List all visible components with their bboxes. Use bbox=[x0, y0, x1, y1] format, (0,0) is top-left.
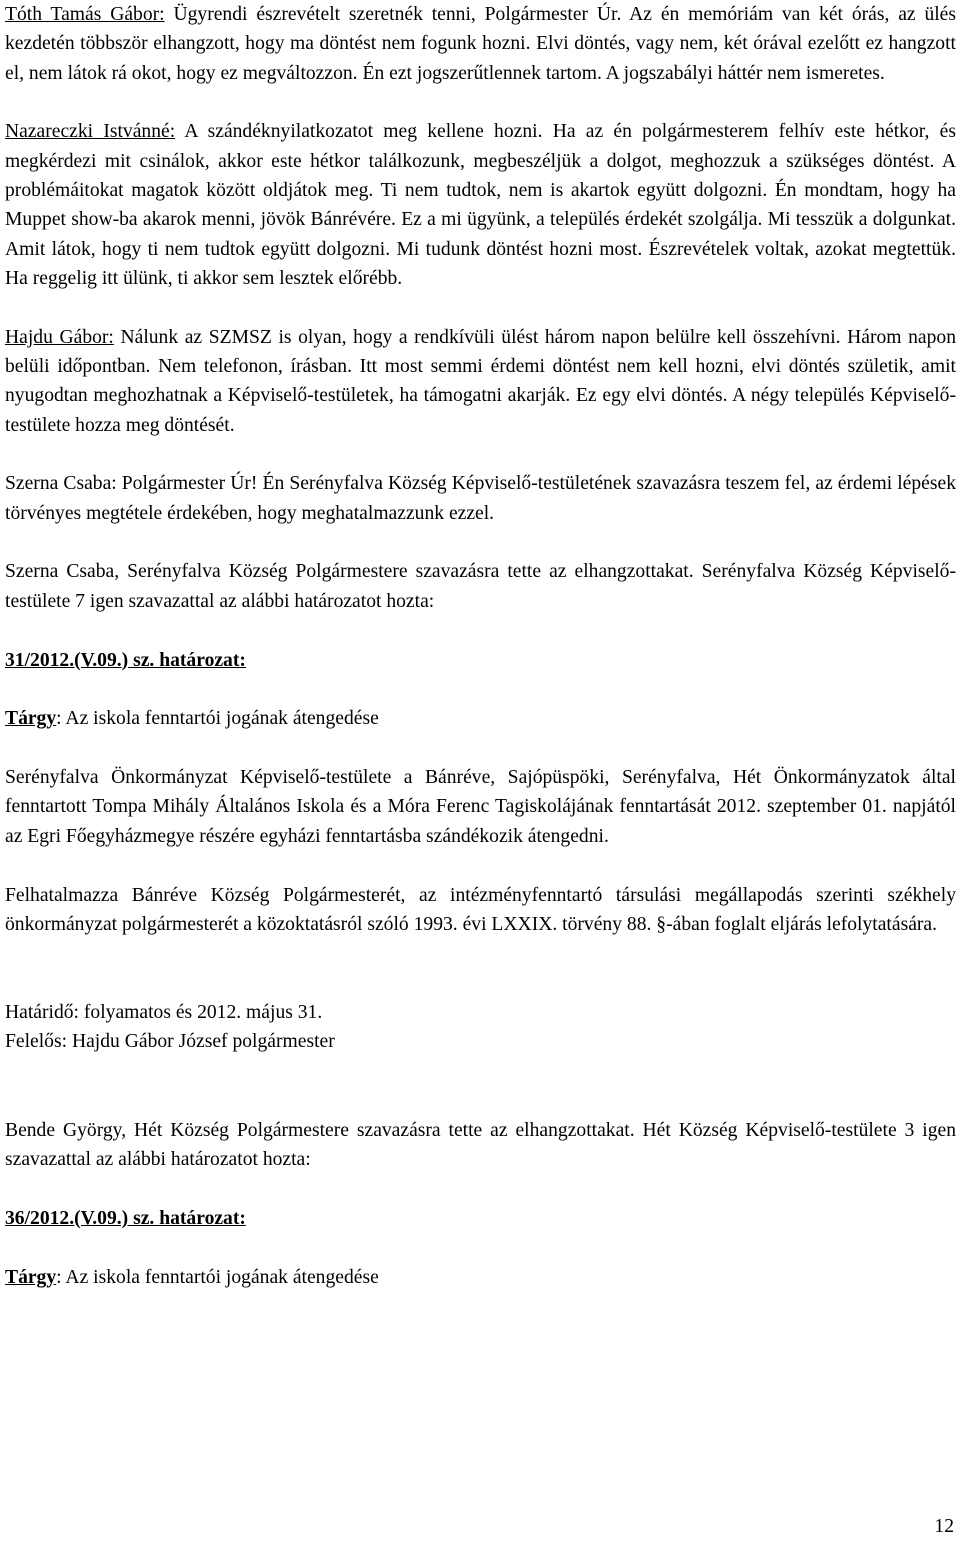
resolution-deadline: Határidő: folyamatos és 2012. május 31. bbox=[5, 1002, 323, 1024]
spacer bbox=[5, 616, 956, 646]
spacer bbox=[5, 1174, 956, 1204]
document-page bbox=[5, 0, 956, 1292]
spacer bbox=[5, 851, 956, 881]
resolution-authorization: Felhatalmazza Bánréve Község Polgármesterét, az intézményfenntartó társulási megállapodás szerinti székhely önkormányzat polgármesterét a közoktatásról szóló 1993. évi LXXIX. törvény 88. §-ában foglalt eljárás lefolytatására. bbox=[5, 884, 956, 935]
spacer bbox=[5, 1057, 956, 1116]
paragraph-text: Nálunk az SZMSZ is olyan, hogy a rendkívüli ülést három napon belülre kell összehívni. Három napon belüli időpontban. Nem telefonon, írásban. Itt most semmi érdemi döntést nem kell hozni, elvi döntés születik, amit nyugodtan meghozhatnak a Képviselő-testületek, ha támogatni akarják. Ez egy elvi döntés. A négy település Képviselő-testülete hozza meg döntését. bbox=[5, 326, 956, 436]
spacer bbox=[5, 1233, 956, 1263]
paragraph-hajdu bbox=[5, 323, 956, 440]
resolution-subject bbox=[5, 704, 956, 733]
paragraph-nazareczki bbox=[5, 117, 956, 293]
page-number: 12 bbox=[934, 1516, 954, 1537]
paragraph-szerna-motion: Szerna Csaba: Polgármester Úr! Én Serényfalva Község Képviselő-testületének szavazásra teszem fel, az érdemi lépések törvényes megtétele érdekében, hogy meghatalmazzunk ezzel. bbox=[5, 473, 956, 524]
speaker-name: Nazareczki Istvánné: bbox=[5, 121, 176, 143]
resolution-number: 36/2012.(V.09.) sz. határozat: bbox=[5, 1207, 246, 1229]
paragraph-bende-vote: Bende György, Hét Község Polgármestere szavazásra tette az elhangzottakat. Hét Község Képviselő-testülete 3 igen szavazattal az alábbi határozatot hozta: bbox=[5, 1119, 956, 1171]
spacer bbox=[5, 939, 956, 998]
spacer bbox=[5, 528, 956, 558]
spacer bbox=[5, 675, 956, 705]
spacer bbox=[5, 293, 956, 323]
spacer bbox=[5, 440, 956, 470]
subject-label: Tárgy bbox=[5, 708, 57, 730]
resolution-subject bbox=[5, 1263, 956, 1292]
resolution-body: Serényfalva Önkormányzat Képviselő-testülete a Bánréve, Sajópüspöki, Serényfalva, Hét Önkormányzatok által fenntartott Tompa Mihály Általános Iskola és a Móra Ferenc Tagiskolájának fenntartását 2012. szeptember 01. napjától az Egri Főegyházmegye részére egyházi fenntartásba szándékozik átengedni. bbox=[5, 767, 956, 847]
paragraph-text: Ügyrendi észrevételt szeretnék tenni, Polgármester Úr. Az én memóriám van két órás, az ülés kezdetén többször elhangzott, hogy ma döntést nem fogunk hozni. Elvi döntés, vagy nem, két órával ezelőtt ez hangzott el, nem látok rá okot, hogy ez megváltozzon. Én ezt jogszerűtlennek tartom. A jogszabályi háttér nem ismeretes. bbox=[5, 4, 957, 84]
paragraph-text: A szándéknyilatkozatot meg kellene hozni. Ha az én polgármesterem felhív este hétkor, és megkérdezi mit csinálok, akkor este hétkor találkozunk, megbeszéljük a dolgot, meghozzuk a szükséges döntést. A problémáitokat magatok között oldjátok meg. Ti nem tudtok, nem is akartok együtt dolgozni. Én mondtam, hogy ha Muppet show-ba akarok menni, jövök Bánrévére. Ez a mi ügyünk, a település érdekét szolgálja. Mi tesszük a dolgunkat. Amit látok, hogy ti nem tudtok együtt dolgozni. Mi tudunk döntést hozni most. Észrevételek voltak, azokat megtettük. Ha reggelig itt ülünk, ti akkor sem lesztek előrébb. bbox=[5, 121, 956, 289]
paragraph-toth-tamas bbox=[5, 0, 956, 88]
subject-text: : Az iskola fenntartói jogának átengedése bbox=[56, 1266, 379, 1288]
subject-text: : Az iskola fenntartói jogának átengedése bbox=[56, 708, 379, 730]
spacer bbox=[5, 734, 956, 764]
subject-label: Tárgy bbox=[5, 1266, 57, 1288]
paragraph-szerna-vote: Szerna Csaba, Serényfalva Község Polgármestere szavazásra tette az elhangzottakat. Serényfalva Község Képviselő-testülete 7 igen szavazattal az alábbi határozatot hozta: bbox=[5, 561, 956, 612]
speaker-name: Hajdu Gábor: bbox=[5, 326, 114, 348]
resolution-number: 31/2012.(V.09.) sz. határozat: bbox=[5, 649, 246, 671]
speaker-name: Tóth Tamás Gábor: bbox=[5, 4, 165, 25]
spacer bbox=[5, 88, 956, 118]
resolution-responsible: Felelős: Hajdu Gábor József polgármester bbox=[5, 1031, 335, 1053]
